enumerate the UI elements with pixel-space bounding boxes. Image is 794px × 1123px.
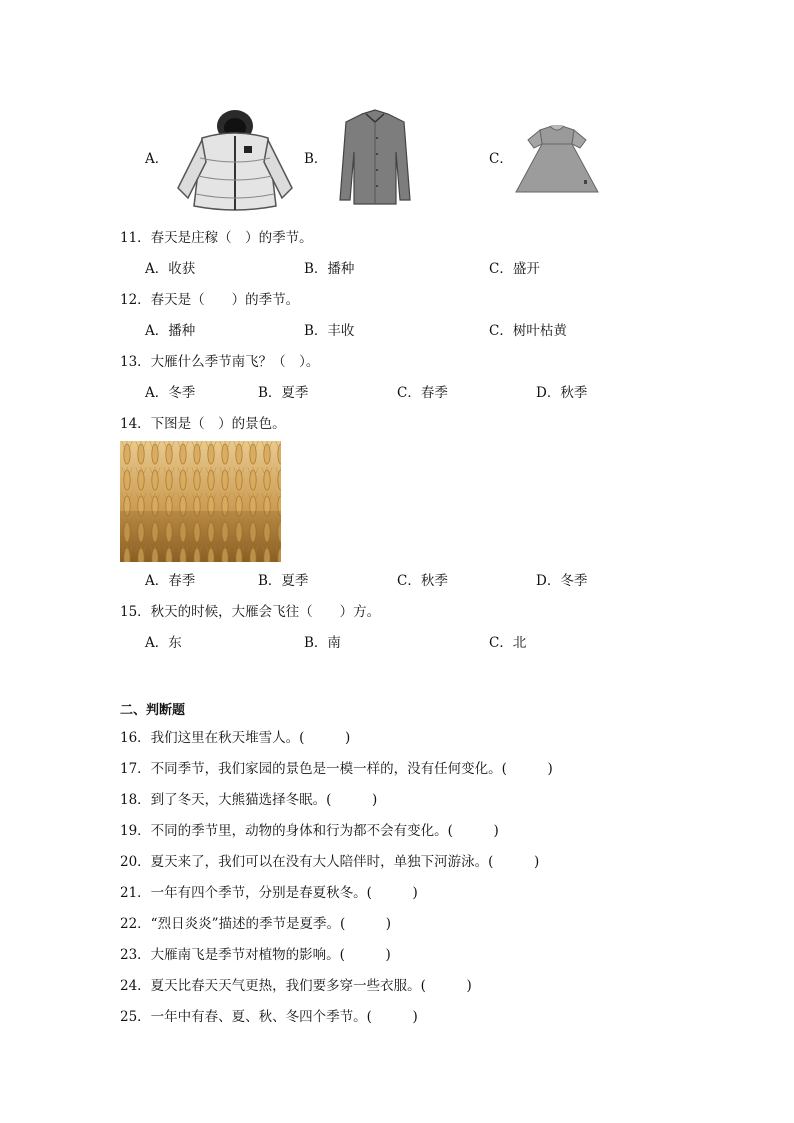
girls-dress-image: [514, 122, 600, 196]
tf-question-23: 23．大雁南飞是季节对植物的影响。( ): [120, 947, 391, 963]
section-2-title: 二、判断题: [120, 703, 186, 718]
tf-question-24: 24．夏天比春天天气更热，我们要多穿一些衣服。( ): [120, 978, 472, 994]
question-13-stem: 13．大雁什么季节南飞？（ ）。: [120, 354, 320, 370]
button-shirt-image: [338, 108, 412, 206]
q12-option-a: A．播种: [145, 323, 196, 339]
q15-option-b: B．南: [304, 635, 341, 651]
q14-option-c: C．秋季: [397, 573, 448, 589]
q13-option-b: B．夏季: [258, 385, 309, 401]
wheat-field-image: [120, 441, 281, 562]
puffer-jacket-image: [172, 106, 298, 214]
q15-option-a: A．东: [145, 635, 182, 651]
question-12-stem: 12．春天是（ ）的季节。: [120, 292, 300, 308]
q11-option-c: C．盛开: [489, 261, 540, 277]
q13-option-c: C．春季: [397, 385, 448, 401]
question-15-stem: 15．秋天的时候，大雁会飞往（ ）方。: [120, 604, 381, 620]
q13-option-a: A．冬季: [145, 385, 196, 401]
question-11-stem: 11．春天是庄稼（ ）的季节。: [120, 230, 313, 246]
q12-option-c: C．树叶枯黄: [489, 323, 567, 339]
tf-question-17: 17．不同季节，我们家园的景色是一模一样的，没有任何变化。( ): [120, 761, 553, 777]
q10-option-a-label: A．: [145, 151, 169, 167]
q14-option-a: A．春季: [145, 573, 196, 589]
tf-question-21: 21．一年有四个季节，分别是春夏秋冬。( ): [120, 885, 418, 901]
tf-question-18: 18．到了冬天，大熊猫选择冬眠。( ): [120, 792, 378, 808]
question-14-stem: 14．下图是（ ）的景色。: [120, 416, 286, 432]
q11-option-a: A．收获: [145, 261, 196, 277]
tf-question-16: 16．我们这里在秋天堆雪人。( ): [120, 730, 351, 746]
q10-option-b-label: B．: [304, 151, 328, 167]
q13-option-d: D．秋季: [536, 385, 588, 401]
q11-option-b: B．播种: [304, 261, 355, 277]
q10-option-c-label: C．: [489, 151, 513, 167]
q15-option-c: C．北: [489, 635, 527, 651]
tf-question-25: 25．一年中有春、夏、秋、冬四个季节。( ): [120, 1009, 418, 1025]
q12-option-b: B．丰收: [304, 323, 355, 339]
tf-question-20: 20．夏天来了，我们可以在没有大人陪伴时，单独下河游泳。( ): [120, 854, 540, 870]
q14-option-b: B．夏季: [258, 573, 309, 589]
q14-option-d: D．冬季: [536, 573, 588, 589]
tf-question-22: 22．“烈日炎炎”描述的季节是夏季。( ): [120, 916, 392, 932]
tf-question-19: 19．不同的季节里，动物的身体和行为都不会有变化。( ): [120, 823, 499, 839]
